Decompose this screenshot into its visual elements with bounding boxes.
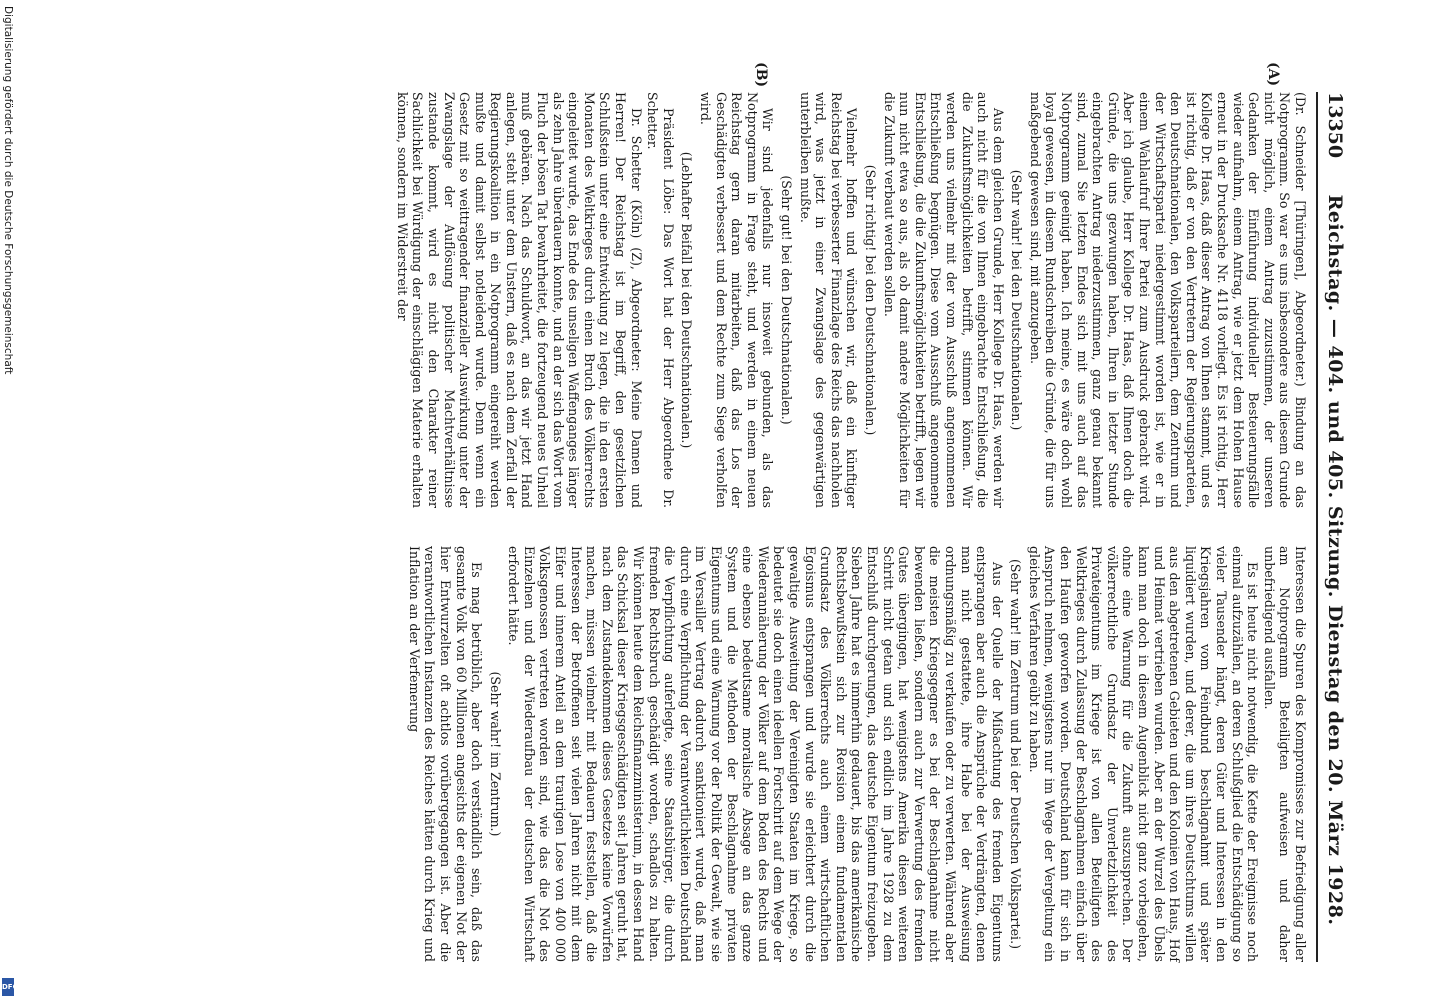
- interjection: (Sehr wahr! im Zentrum.): [487, 671, 503, 837]
- page-header: [1316, 92, 1352, 962]
- page-number: 13350: [1324, 92, 1346, 159]
- margin-mark-b: (B): [753, 62, 769, 88]
- interjection: (Sehr wahr! bei den Deutschnationalen.): [1009, 169, 1025, 431]
- interjection: (Sehr gut! bei den Deutschnationalen.): [779, 175, 794, 425]
- digitization-sidebar: [0, 0, 19, 1000]
- digitization-credit: Digitalisierung gefördert durch die Deutsche Forschungsgemeinschaft: [2, 6, 14, 375]
- paragraph: Vielmehr hoffen und wünschen wir, daß ein künftiger Reichstag bei verbesserter Finanzlage des Reichs das nachholen wird, was jetzt in einer Zwangslage des gegenwärtigen unterbleiben mußte.: [797, 92, 860, 508]
- interjection: (Sehr richtig! bei den Deutschnationalen.): [862, 164, 878, 436]
- interjection: (Lebhafter Beifall bei den Deutschnationalen.): [679, 151, 695, 449]
- interjection: (Sehr wahr! im Zentrum und bei der Deutschen Volkspartei.): [1008, 558, 1024, 949]
- paragraph: (Dr. Schneider [Thüringen], Abgeordneter.) Bindung an das Notprogramm. So war es uns insbesondere aus diesem Grunde nicht möglich, einem Antrag zuzustimmen, der unseren Gedanken der Einführung individueller Besteuerungsfälle wieder aufnahm, einem Antrag, wie er jetzt dem Hohen Hause erneut in der Drucksache Nr. 4118 vorliegt. Es ist richtig, Herr Kollege Dr. Haas, daß dieser Antrag von Ihnen stammt, und es ist richtig, daß er von den Vertretern der Regierungsparteien, den Deutschnationalen, den Volksparteilern, dem Zentrum und der Wirtschaftspartei niedergestimmt worden ist, wie er in einem Wahlaufruf Ihrer Partei zum Ausdruck gebracht wird. Aber ich glaube, Herr Kollege Dr. Haas, daß Ihnen doch die Gründe, die uns gezwungen haben, Ihren in letzter Stunde eingebrachten Antrag niederzustimmen, ganz genau bekannt sind, zumal Sie letzten Endes sich mit uns auch auf das Notprogramm geeinigt haben. Ich meine, es wäre doch wohl loyal gewesen, in diesem Rundschreiben die Gründe, die für uns maßgebend gewesen sind, mit anzugeben.: [1027, 92, 1308, 508]
- margin-mark-a: (A): [1265, 62, 1281, 87]
- running-title: Reichstag. — 404. und 405. Sitzung. Dienstag den 20. März 1928.: [1324, 194, 1346, 926]
- right-column: [128, 546, 1308, 962]
- paragraph: Interessen die Spuren des Kompromisses zur Befriedigung aller am Notprogramm Beteiligten aufweisen und daher unbefriedigend ausfallen.: [1261, 546, 1308, 962]
- paragraph: Aus der Quelle der Mißachtung des fremden Eigentums entsprangen aber auch die Ansprüche der Verdrängten, denen man nicht gestattete, ihre Habe bei der Ausweisung ordnungsmäßig zu verkaufen oder zu verwerten. Während aber die meisten Kriegsgegner es bei der Beschlagnahme nicht bewenden ließen, sondern auch zur Verwertung des fremden Gutes übergingen, hat wenigstens Amerika diesen weiteren Schritt nicht getan und sich endlich im Jahre 1928 zu dem Entschluß durchgerungen, das deutsche Eigentum freizugeben. Sieben Jahre hat es immerhin gedauert, bis das amerikanische Rechtsbewußtsein sich zur Revision einem fundamentalen Grundsatz des Völkerrechts auch einem wirtschaftlichen Egoismus entsprangen und wurde sie erleichtert durch die gewaltige Ausweitung der Vereinigten Staaten im Kriege, so bedeutet sie doch einen ideellen Fortschritt auf dem Wege der Wiederannäherung der Völker auf dem Boden des Rechts und eine ebenso bedeutsame moralische Absage an das ganze System und die Methoden der Beschlagnahme privaten Eigentums und eine Warnung vor der Politik der Gewalt, wie sie im Versailler Vertrag dadurch sanktioniert wurde, daß man durch eine Verpflichtung der Verantwortlichkeiten Deutschland die Verpflichtung auferlegte, seine Staatsbürger, die durch fremden Rechtsbruch geschädigt worden, schadlos zu halten. Wir können heute dem Reichsfinanzministerium, in dessen Hand das Schicksal dieser Kriegsgeschädigten seit Jahren geruht hat, nach dem Zustandekommen dieses Gesetzes keine Vorwürfen machen, müssen vielmehr mit Bedauern feststellen, daß die Interessen der Betroffenen seit vielen Jahren nicht mit dem Eifer und innerem Anteil an dem traurigen Lose von 400 000 Volksgenossen vertreten worden sind, wie das die Not des Einzelnen und der Wiederaufbau der deutschen Wirtschaft erfordert hätte.: [506, 546, 1005, 962]
- paragraph: Es mag betrüblich, aber doch verständlich sein, daß das gesamte Volk von 60 Millionen angesichts der eigenen Not der hier Entwurzelten oft achtlos vorübergegangen ist. Aber die verantwortlichen Instanzen des Reiches hätten durch Krieg und Inflation an der Verfemerung: [406, 546, 485, 962]
- scanned-page: [112, 62, 1352, 962]
- paragraph: Aus dem gleichen Grunde, Herr Kollege Dr. Haas, werden wir auch nicht für die von Ihnen eingebrachte Entschließung, die die Zukunftsmöglichkeiten betrifft, stimmen können. Wir werden uns vielmehr mit der vom Ausschuß angenommenen Entschließung begnügen. Diese vom Ausschuß angenommene Entschließung, die die Zukunftsmöglichkeiten betrifft, legen wir nun nicht etwa so aus, als ob damit andere Möglichkeiten für die Zukunft verbaut werden sollen.: [881, 92, 1006, 508]
- paragraph: Dr. Schetter (Köln) (Z), Abgeordneter: Meine Damen und Herren! Der Reichstag ist im Begriff, den gesetzlichen Schlußstein unter eine Entwicklung zu legen, die in den ersten Monaten des Weltkrieges durch einen Bruch des Völkerrechts eingeleitet wurde, das Ende des unseligen Waffenganges länger als zehn Jahre überdauern konnte, und an der sich das Wort vom Fluch der bösen Tat bewahrheitet, die fortzeugend neues Unheil muß gebären. Nach das Schuldwort, an das wir jetzt Hand anlegen, steht unter dem Unstern, daß es nach dem Zerfall der Regierungskoalition in ein Notprogramm eingereiht werden mußte und damit selbst notleidend wurde. Denn wenn ein Gesetz mit so weittragender finanzieller Auswirkung unter der Zwangslage der Auflösung politischer Machtverhältnisse zustande kommt, wird es nicht den Charakter reiner Sachlichkeit bei Würdigung der einschlägigen Materie erhalten können, sondern im Widerstreit der: [394, 92, 644, 508]
- paragraph: Wir sind jedenfalls nur insoweit gebunden, als das Notprogramm in Frage steht, und werden in einem neuen Reichstag gern daran mitarbeiten, daß das Los der Geschädigten verbessert und dem Rechte zum Siege verholfen wird.: [698, 92, 776, 508]
- speaker-announcement: Präsident Löbe: Das Wort hat der Herr Abgeordnete Dr. Schetter.: [645, 92, 676, 508]
- paragraph: Es ist heute nicht notwendig, die Kette der Ereignisse noch einmal aufzuzählen, an deren Schlußglied die Entschädigung so vieler Tausender hängt, deren Güter und Interessen in den Kriegsjahren vom Feindbund beschlagnahmt und später liquidiert wurden, und derer, die um ihres Deutschtums willen aus den abgetretenen Gebieten und den Kolonien von Haus, Hof und Heimat vertrieben wurden. Aber an der Wurzel des Übels kann man doch in diesem Augenblick nicht ganz vorbeigehen, ohne eine Warnung für die Zukunft auszusprechen. Der völkerrechtliche Grundsatz der Unverletzlichkeit des Privateigentums im Kriege ist von allen Beteiligten des Weltkrieges durch Zulassung der Beschlagnahmen einfach über den Haufen geworfen worden. Deutschland kann für sich in Anspruch nehmen, wenigstens nur im Wege der Vergeltung ein gleiches Verfahren geübt zu haben.: [1026, 546, 1261, 962]
- left-column: [128, 62, 1308, 508]
- dfg-logo: DFG: [2, 978, 14, 996]
